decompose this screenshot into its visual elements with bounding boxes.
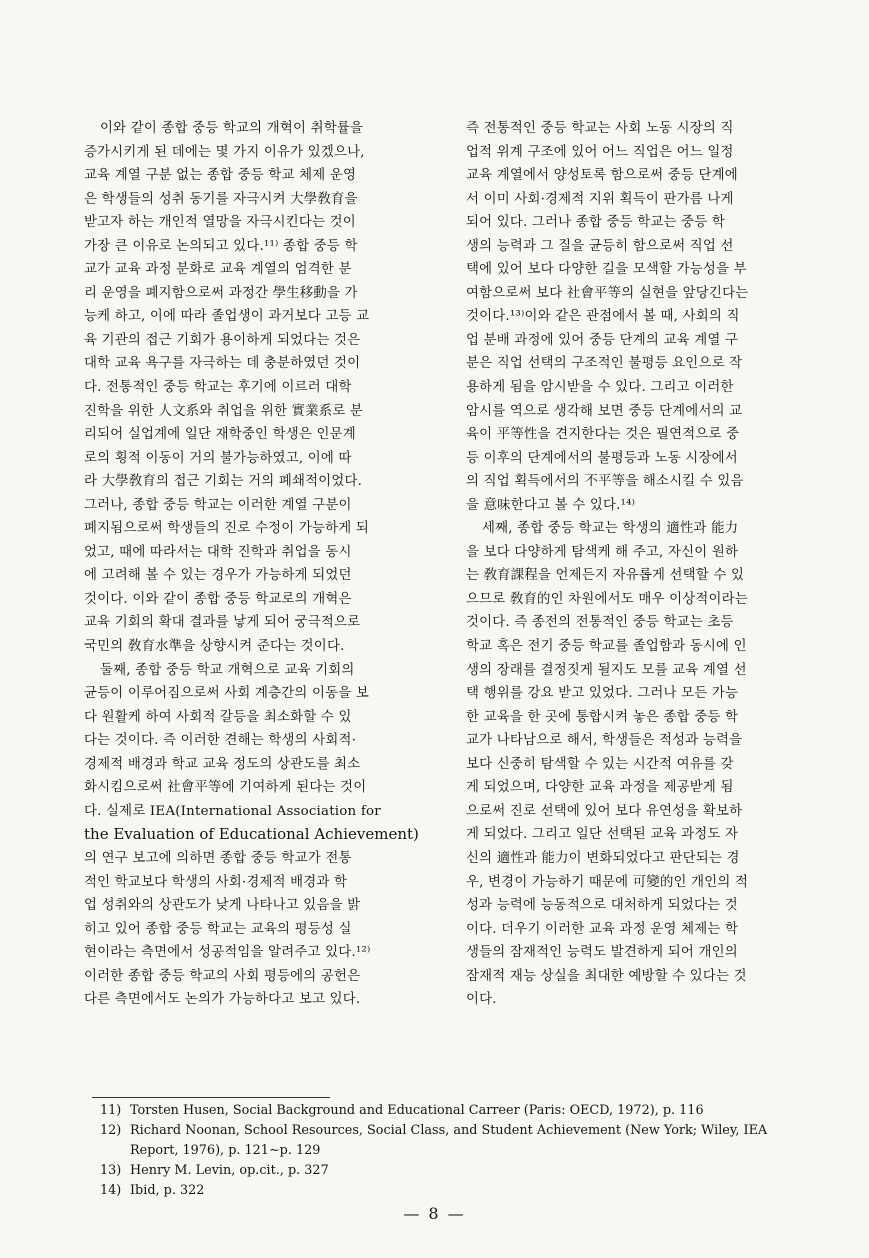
text-line: 분은 직업 선택의 구조적인 불평등 요인으로 작 (466, 356, 743, 372)
footnote-number: 13) (100, 1163, 122, 1178)
text-line: 되어 있다. 그러나 종합 중등 학교는 중등 학 (466, 215, 725, 231)
text-line: 육이 平等性을 견지한다는 것은 필연적으로 중 (466, 427, 740, 443)
text-line: 이다. (466, 992, 497, 1008)
footnote-divider (92, 1097, 330, 1098)
footnote (100, 1161, 840, 1181)
text-line: 등 이후의 단계에서의 불평등과 노동 시장에서 (466, 450, 738, 466)
footnote-continuation: Report, 1976), p. 121∼p. 129 (130, 1143, 321, 1158)
text-line: 현이라는 측면에서 성공적임을 알려주고 있다.¹²⁾ (84, 945, 371, 961)
text-line: 의 연구 보고에 의하면 종합 중등 학교가 전통 (84, 850, 352, 866)
footnote-number: 12) (100, 1123, 122, 1138)
text-line: 둘째, 종합 중등 학교 개혁으로 교육 기회의 (100, 662, 355, 678)
text-line: 성과 능력에 능동적으로 대처하게 되었다는 것 (466, 898, 738, 914)
footnote-text: Ibid, p. 322 (130, 1183, 205, 1198)
text-line: 을 意味한다고 볼 수 있다.¹⁴⁾ (466, 497, 636, 513)
text-line: 화시킴으로써 社會平等에 기여하게 된다는 것이 (84, 780, 367, 796)
text-line: 가장 큰 이유로 논의되고 있다.¹¹⁾ 종합 중등 학 (84, 238, 358, 254)
text-line: 대학 교육 욕구를 자극하는 데 충분하였던 것이 (84, 356, 361, 372)
text-line: 국민의 敎育水準을 상향시켜 준다는 것이다. (84, 639, 345, 655)
text-line: 업 성취와의 상관도가 낮게 나타나고 있음을 밝 (84, 898, 361, 914)
text-line: 라 大學敎育의 접근 기회는 거의 폐쇄적이었다. (84, 474, 363, 490)
text-line: 경제적 배경과 학교 교육 정도의 상관도를 최소 (84, 756, 361, 772)
text-line: 교가 나타남으로 해서, 학생들은 적성과 능력을 (466, 733, 743, 749)
footnote (100, 1121, 840, 1141)
text-line: 다는 것이다. 즉 이러한 견해는 학생의 사회적· (84, 733, 357, 749)
text-line: 다른 측면에서도 논의가 가능하다고 보고 있다. (84, 992, 361, 1008)
left-text-column (84, 117, 439, 1012)
text-line: the Evaluation of Educational Achievement) (84, 825, 419, 844)
text-line: 으므로 敎育的인 차원에서도 매우 이상적이라는 (466, 591, 748, 607)
text-line: 적인 학교보다 학생의 사회·경제적 배경과 학 (84, 874, 348, 890)
text-line: 세째, 종합 중등 학교는 학생의 適性과 能力 (482, 521, 739, 537)
footnote-text: Torsten Husen, Social Background and Educational Carreer (Paris: OECD, 1972), p. 116 (130, 1103, 704, 1118)
right-text-column (466, 117, 821, 1012)
text-line: 교육 계열 구분 없는 종합 중등 학교 체제 운영 (84, 168, 357, 184)
text-line: 는 敎育課程을 언제든지 자유롭게 선택할 수 있 (466, 568, 745, 584)
text-line: 것이다.¹³⁾이와 같은 관점에서 볼 때, 사회의 직 (466, 309, 740, 325)
text-line: 우, 변경이 가능하기 때문에 可變的인 개인의 적 (466, 874, 749, 890)
text-line: 생의 장래를 결정짓게 될지도 모를 교육 계열 선 (466, 662, 747, 678)
text-line: 을 보다 다양하게 탐색케 해 주고, 자신이 원하 (466, 544, 739, 560)
text-line: 교가 교육 과정 분화로 교육 계열의 엄격한 분 (84, 262, 352, 278)
footnote-text: Henry M. Levin, op.cit., p. 327 (130, 1163, 329, 1178)
text-line: 이와 같이 종합 중등 학교의 개혁이 취학률을 (100, 121, 364, 136)
text-line: 히고 있어 종합 중등 학교는 교육의 평등성 실 (84, 921, 352, 937)
text-line: 육 기관의 접근 기회가 용이하게 되었다는 것은 (84, 332, 361, 348)
text-line: 한 교육을 한 곳에 통합시켜 놓은 종합 중등 학 (466, 709, 739, 725)
text-line: 서 이미 사회·경제적 지위 획득이 판가름 나게 (466, 191, 734, 207)
footnotes (100, 1101, 840, 1201)
text-line: 증가시키게 된 데에는 몇 가지 이유가 있겠으나, (84, 144, 365, 160)
text-line: 다. 실제로 IEA(International Association for (84, 803, 381, 819)
footnote-number: 14) (100, 1183, 122, 1198)
text-line: 다. 전통적인 중등 학교는 후기에 이르러 대학 (84, 380, 352, 396)
text-line: 암시를 역으로 생각해 보면 중등 단계에서의 교 (466, 403, 743, 419)
text-line: 여함으로써 보다 社會平等의 실현을 앞당긴다는 (466, 285, 749, 301)
text-line: 게 되었으며, 다양한 교육 과정을 제공받게 됨 (466, 780, 734, 796)
text-line: 보다 신중히 탐색할 수 있는 시간적 여유를 갖 (466, 756, 734, 772)
text-line: 은 학생들의 성취 동기를 자극시켜 大學敎育을 (84, 191, 358, 207)
text-line: 리 운영을 폐지함으로써 과정간 學生移動을 가 (84, 285, 358, 301)
text-line: 이다. 더우기 이러한 교육 과정 운영 체제는 학 (466, 921, 739, 937)
text-line: 교육 계열에서 양성토록 함으로써 중등 단계에 (466, 168, 738, 184)
text-line: 균등이 이루어짐으로써 사회 계층간의 이동을 보 (84, 686, 369, 702)
text-line: 학교 혹은 전기 중등 학교를 졸업함과 동시에 인 (466, 639, 747, 655)
text-line: 택에 있어 보다 다양한 길을 모색할 가능성을 부 (466, 262, 747, 278)
footnote-text: Richard Noonan, School Resources, Social Class, and Student Achievement (New York; Wiley, IEA (130, 1123, 768, 1138)
text-line: 폐지됨으로써 학생들의 진로 수정이 가능하게 되 (84, 521, 369, 537)
text-line: 능케 하고, 이에 따라 졸업생이 과거보다 고등 교 (84, 309, 370, 325)
text-line: 받고자 하는 개인적 열망을 자극시킨다는 것이 (84, 215, 356, 231)
text-line: 로의 횡적 이동이 거의 불가능하였고, 이에 따 (84, 450, 352, 466)
text-line: 그러나, 종합 중등 학교는 이러한 계열 구분이 (84, 497, 352, 513)
text-line: 용하게 됨을 암시받을 수 있다. 그리고 이러한 (466, 380, 734, 396)
text-line: 업적 위계 구조에 있어 어느 직업은 어느 일정 (466, 144, 734, 160)
text-line: 었고, 때에 따라서는 대학 진학과 취업을 동시 (84, 544, 352, 560)
page-number: — 8 — (403, 1204, 466, 1223)
footnote (100, 1101, 840, 1121)
text-line: 것이다. 즉 종전의 전통적인 중등 학교는 초등 (466, 615, 734, 631)
text-line: 으로써 진로 선택에 있어 보다 유연성을 확보하 (466, 803, 743, 819)
text-line: 의 직업 획득에서의 不平等을 해소시킬 수 있음 (466, 474, 744, 490)
footnote (100, 1181, 840, 1201)
text-line: 다 원활케 하여 사회적 갈등을 최소화할 수 있 (84, 709, 352, 725)
text-line: 교육 기회의 확대 결과를 낳게 되어 궁극적으로 (84, 615, 361, 631)
text-line: 이러한 종합 중등 학교의 사회 평등에의 공헌은 (84, 968, 361, 984)
text-line: 것이다. 이와 같이 종합 중등 학교로의 개혁은 (84, 591, 352, 607)
text-line: 리되어 실업계에 일단 재학중인 학생은 인문계 (84, 427, 356, 443)
text-line: 진학을 위한 人文系와 취업을 위한 實業系로 분 (84, 403, 364, 419)
text-line: 업 분배 과정에 있어 중등 단계의 교육 계열 구 (466, 332, 739, 348)
text-line: 게 되었다. 그리고 일단 선택된 교육 과정도 자 (466, 827, 739, 843)
text-line: 생들의 잠재적인 능력도 발견하게 되어 개인의 (466, 945, 738, 961)
text-line: 잠재적 재능 상실을 최대한 예방할 수 있다는 것 (466, 968, 747, 984)
text-line: 신의 適性과 能力이 변화되었다고 판단되는 경 (466, 850, 740, 866)
text-line: 즉 전통적인 중등 학교는 사회 노동 시장의 직 (466, 121, 734, 136)
text-line: 생의 능력과 그 질을 균등히 함으로써 직업 선 (466, 238, 734, 254)
footnote-number: 11) (100, 1103, 122, 1118)
text-line: 택 행위를 강요 받고 있었다. 그러나 모든 가능 (466, 686, 739, 702)
text-line: 에 고려해 볼 수 있는 경우가 가능하게 되었던 (84, 568, 352, 584)
